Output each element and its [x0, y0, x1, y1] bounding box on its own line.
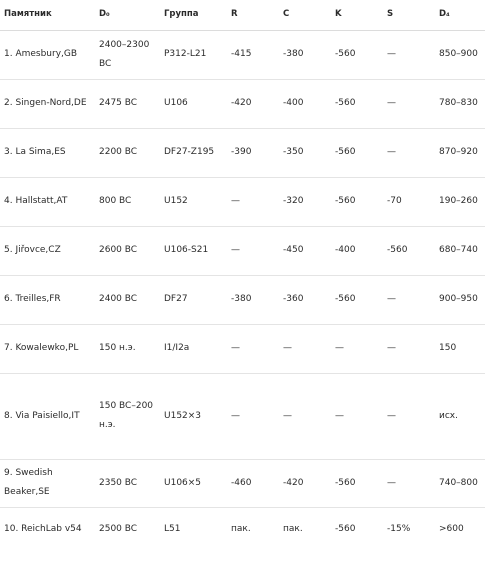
cell-s: -15% [387, 523, 411, 534]
cell-monument: 5. Jiřovce,CZ [0, 226, 95, 275]
cell-c: — [279, 324, 331, 373]
cell-d0: 800 BC [95, 177, 160, 226]
cell-d0: 2500 BC [99, 523, 138, 534]
table-row [0, 459, 485, 507]
table-row [0, 324, 485, 373]
cell-d4: >600 [439, 523, 464, 534]
cell-c: -400 [279, 79, 331, 128]
cell-r: -420 [227, 79, 279, 128]
table-row [0, 177, 485, 226]
cell-c: пак. [283, 523, 303, 534]
cell-d4: 190–260 [435, 177, 485, 226]
cell-s: — [383, 459, 435, 507]
cell-d4: 680–740 [435, 226, 485, 275]
cell-s: — [383, 128, 435, 177]
cell-d0: 2475 BC [95, 79, 160, 128]
cell-k: -560 [331, 79, 383, 128]
header-d0: D₀ [95, 0, 160, 30]
cell-s: — [383, 79, 435, 128]
cell-k: -400 [331, 226, 383, 275]
header-group: Группа [160, 0, 227, 30]
header-monument: Памятник [0, 0, 95, 30]
cell-r: — [227, 324, 279, 373]
cell-k: -560 [331, 30, 383, 79]
cell-d4: 900–950 [435, 275, 485, 324]
cell-c: -360 [279, 275, 331, 324]
header-c: C [279, 0, 331, 30]
header-s: S [383, 0, 435, 30]
table-header [0, 0, 485, 30]
table-row [0, 373, 485, 459]
cell-d0: 150 BC–200 н.э. [95, 373, 160, 459]
cell-r: -415 [227, 30, 279, 79]
cell-group: DF27-Z195 [160, 128, 227, 177]
cell-k: -560 [331, 128, 383, 177]
cell-d4: 870–920 [435, 128, 485, 177]
table-row [0, 79, 485, 128]
cell-d0: 150 н.э. [95, 324, 160, 373]
cell-monument: 8. Via Paisiello,IT [0, 373, 95, 459]
table-row [0, 30, 485, 79]
cell-k: -560 [331, 177, 383, 226]
cell-r: — [227, 373, 279, 459]
cell-d4: исх. [435, 373, 485, 459]
cell-group: I1/I2a [160, 324, 227, 373]
cell-d0: 2400–2300 BC [95, 30, 160, 79]
cell-s: — [383, 324, 435, 373]
cell-d0: 2600 BC [95, 226, 160, 275]
cell-s: — [383, 373, 435, 459]
cell-k: — [331, 373, 383, 459]
cell-d4: 740–800 [435, 459, 485, 507]
cell-monument: 7. Kowalewko,PL [0, 324, 95, 373]
cell-group: P312-L21 [160, 30, 227, 79]
cell-group: U106×5 [160, 459, 227, 507]
table-body [0, 30, 485, 551]
header-d4: D₄ [435, 0, 485, 30]
cell-s: -70 [383, 177, 435, 226]
header-k: K [331, 0, 383, 30]
cell-c: -450 [279, 226, 331, 275]
cell-k: -560 [331, 275, 383, 324]
cell-k: -560 [331, 459, 383, 507]
cell-d4: 780–830 [435, 79, 485, 128]
cell-r: -390 [227, 128, 279, 177]
cell-monument: 1. Amesbury,GB [0, 30, 95, 79]
cell-monument: 4. Hallstatt,AT [0, 177, 95, 226]
header-r: R [227, 0, 279, 30]
cell-group: L51 [164, 523, 181, 534]
cell-group: U106 [160, 79, 227, 128]
cell-k: -560 [335, 523, 356, 534]
cell-r: пак. [231, 523, 251, 534]
cell-r: -380 [227, 275, 279, 324]
cell-c: — [279, 373, 331, 459]
cell-s: — [383, 30, 435, 79]
cell-c: -350 [279, 128, 331, 177]
cell-d4: 150 [435, 324, 485, 373]
cell-c: -320 [279, 177, 331, 226]
table-row [0, 507, 485, 551]
cell-group: DF27 [160, 275, 227, 324]
cell-monument: 6. Treilles,FR [0, 275, 95, 324]
cell-s: -560 [383, 226, 435, 275]
cell-r: — [227, 226, 279, 275]
cell-group: U152×3 [160, 373, 227, 459]
cell-r: -460 [227, 459, 279, 507]
table-row [0, 226, 485, 275]
cell-monument: 10. ReichLab v54 [4, 523, 82, 534]
cell-k: — [331, 324, 383, 373]
cell-monument: 9. Swedish Beaker,SE [0, 459, 95, 507]
cell-group: U152 [160, 177, 227, 226]
cell-group: U106-S21 [160, 226, 227, 275]
cell-c: -420 [279, 459, 331, 507]
cell-r: — [227, 177, 279, 226]
cell-c: -380 [279, 30, 331, 79]
cell-d0: 2400 BC [95, 275, 160, 324]
cell-s: — [383, 275, 435, 324]
cell-d0: 2200 BC [95, 128, 160, 177]
cell-d0: 2350 BC [95, 459, 160, 507]
cell-monument: 3. La Sima,ES [0, 128, 95, 177]
cell-monument: 2. Singen-Nord,DE [0, 79, 95, 128]
table-row [0, 275, 485, 324]
table-row [0, 128, 485, 177]
cell-d4: 850–900 [435, 30, 485, 79]
header-row [0, 0, 485, 30]
